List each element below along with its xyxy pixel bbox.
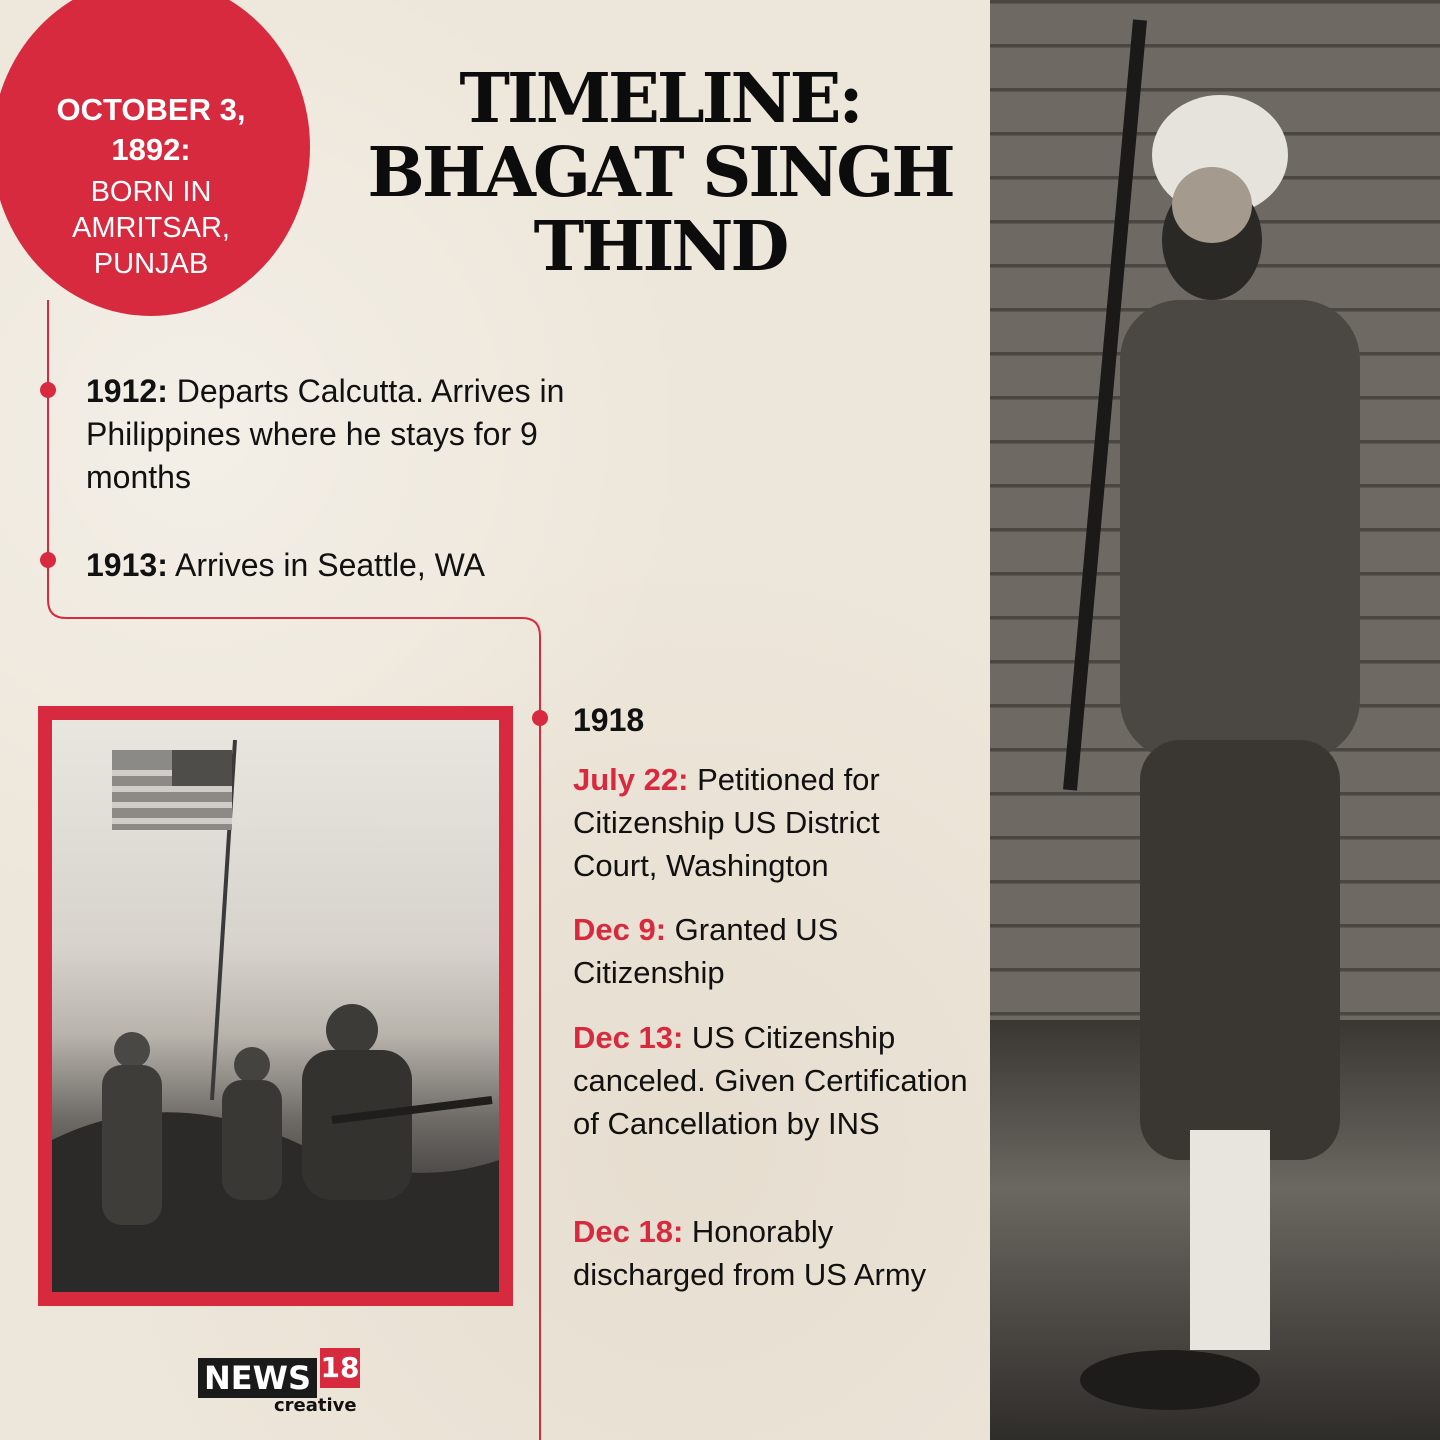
title-line-1: TIMELINE: xyxy=(459,59,861,139)
event-text: US Citizenship canceled. Given Certification of Cancellation by INS xyxy=(573,1020,968,1141)
title-line-2: BHAGAT SINGH xyxy=(367,133,953,213)
event-text: Petitioned for Citizenship US District Court, Washington xyxy=(573,762,880,883)
logo-sub-text: creative xyxy=(274,1395,357,1416)
event-date: Dec 13: xyxy=(573,1020,684,1055)
news18-creative-logo xyxy=(198,1348,368,1416)
timeline-dot-1913 xyxy=(40,552,56,568)
timeline-entry-1912 xyxy=(86,370,606,499)
birth-place: BORN IN AMRITSAR, PUNJAB xyxy=(72,176,230,280)
event-dec-13 xyxy=(573,1016,968,1145)
entry-year: 1913: xyxy=(86,547,168,583)
entry-text: Arrives in Seattle, WA xyxy=(174,547,485,583)
flag-raising-illustration xyxy=(52,720,499,1292)
birth-date: OCTOBER 3, 1892: xyxy=(56,92,246,167)
event-date: July 22: xyxy=(573,762,689,797)
page-title xyxy=(350,59,970,287)
flag-icon xyxy=(112,750,232,830)
event-july-22 xyxy=(573,758,968,887)
logo-news-text: NEWS xyxy=(198,1358,317,1398)
soldier-illustration xyxy=(990,0,1440,1440)
entry-text: Departs Calcutta. Arrives in Philippines where he stays for 9 months xyxy=(86,373,565,495)
event-dec-9 xyxy=(573,908,968,994)
year-1918-heading: 1918 xyxy=(573,702,645,738)
entry-year: 1912: xyxy=(86,373,168,409)
logo-number: 18 xyxy=(320,1348,360,1388)
timeline-dot-1918 xyxy=(532,710,548,726)
event-text: Granted US Citizenship xyxy=(573,912,839,990)
event-dec-18 xyxy=(573,1210,968,1296)
flag-raising-photo xyxy=(52,720,499,1292)
soldier-portrait-photo xyxy=(990,0,1440,1440)
birth-circle xyxy=(0,0,310,316)
timeline-entry-1913 xyxy=(86,544,606,587)
event-text: Honorably discharged from US Army xyxy=(573,1214,927,1292)
timeline-dot-1912 xyxy=(40,382,56,398)
photo-frame xyxy=(38,706,513,1306)
event-date: Dec 9: xyxy=(573,912,667,947)
event-date: Dec 18: xyxy=(573,1214,684,1249)
title-line-3: THIND xyxy=(533,207,787,287)
